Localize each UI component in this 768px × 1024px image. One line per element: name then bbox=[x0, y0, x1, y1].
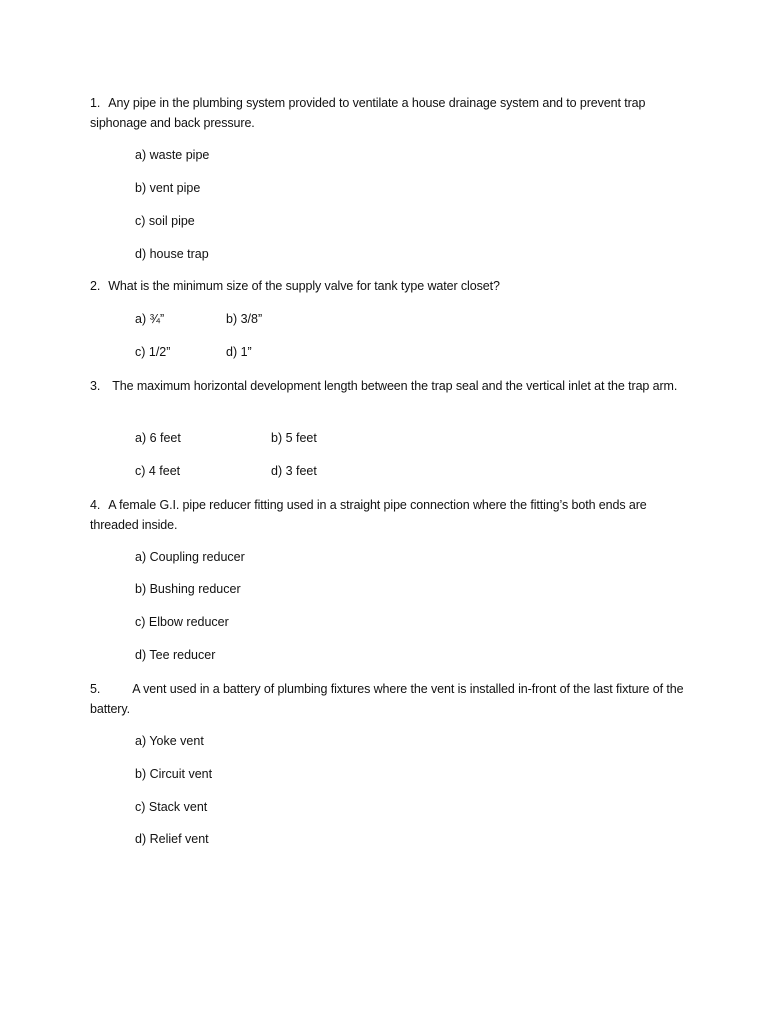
option-3d: d) 3 feet bbox=[271, 464, 317, 478]
question-number: 3. bbox=[90, 379, 101, 393]
option-5c: c) Stack vent bbox=[135, 800, 208, 814]
option-1c: c) soil pipe bbox=[135, 214, 195, 228]
question-1 bbox=[90, 93, 690, 133]
question-text: Any pipe in the plumbing system provided to ventilate a house drainage system and to prevent trap siphonage and back pressure. bbox=[90, 96, 646, 130]
option-2c: c) 1/2” bbox=[135, 345, 171, 359]
question-number: 2. bbox=[90, 279, 101, 293]
question-number: 4. bbox=[90, 498, 101, 512]
question-4 bbox=[90, 495, 690, 535]
question-text: A vent used in a battery of plumbing fixtures where the vent is installed in-front of the last fixture of the battery. bbox=[90, 682, 684, 716]
question-2 bbox=[90, 276, 690, 296]
option-4b: b) Bushing reducer bbox=[135, 582, 241, 596]
option-4c: c) Elbow reducer bbox=[135, 615, 229, 629]
question-text: A female G.I. pipe reducer fitting used in a straight pipe connection where the fitting’s both ends are threaded inside. bbox=[90, 498, 647, 532]
option-5d: d) Relief vent bbox=[135, 832, 209, 846]
question-text: The maximum horizontal development length between the trap seal and the vertical inlet at the trap arm. bbox=[112, 379, 678, 393]
option-5b: b) Circuit vent bbox=[135, 767, 213, 781]
option-5a: a) Yoke vent bbox=[135, 734, 204, 748]
option-4a: a) Coupling reducer bbox=[135, 550, 245, 564]
option-4d: d) Tee reducer bbox=[135, 648, 216, 662]
question-text: What is the minimum size of the supply valve for tank type water closet? bbox=[108, 279, 500, 293]
question-5 bbox=[90, 679, 690, 719]
option-2a: a) ¾” bbox=[135, 312, 165, 326]
question-3 bbox=[90, 376, 690, 396]
question-number: 5. bbox=[90, 682, 101, 696]
question-number: 1. bbox=[90, 96, 101, 110]
option-3a: a) 6 feet bbox=[135, 431, 181, 445]
option-1a: a) waste pipe bbox=[135, 148, 210, 162]
option-3b: b) 5 feet bbox=[271, 431, 317, 445]
option-3c: c) 4 feet bbox=[135, 464, 181, 478]
option-1d: d) house trap bbox=[135, 247, 209, 261]
option-2b: b) 3/8” bbox=[226, 312, 263, 326]
option-2d: d) 1” bbox=[226, 345, 252, 359]
option-1b: b) vent pipe bbox=[135, 181, 201, 195]
